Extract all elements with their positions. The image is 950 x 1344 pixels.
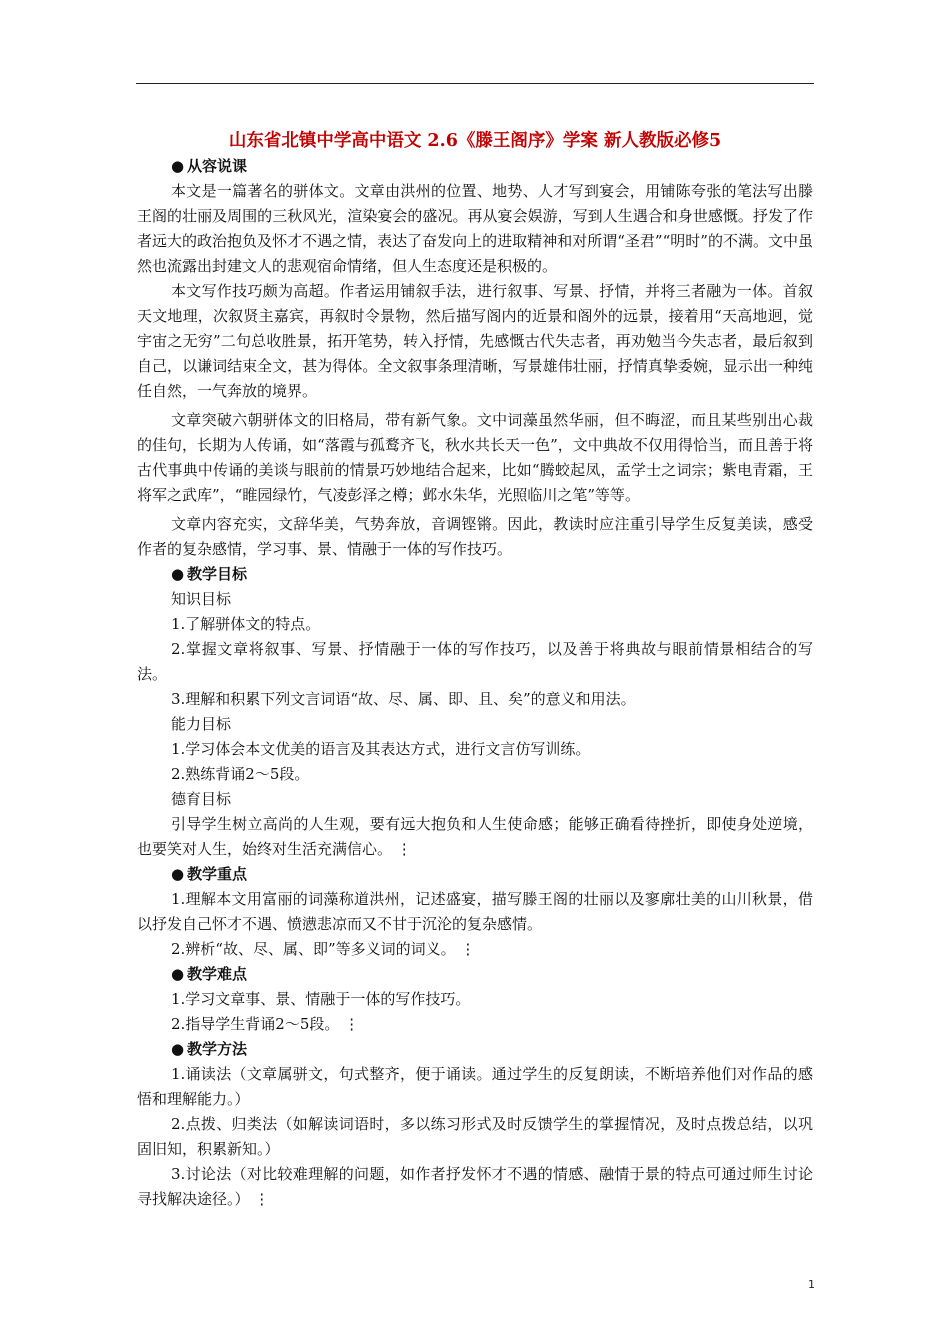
section-heading-keypoints <box>171 862 813 887</box>
knowledge-goal-item: 1.了解骈体文的特点。 <box>171 615 321 633</box>
bullet-icon: ● <box>171 1040 185 1058</box>
section-heading-text: 教学方法 <box>187 1040 248 1058</box>
knowledge-goal-item: 3.理解和积累下列文言词语“故、尽、属、即、且、矣”的意义和用法。 <box>171 690 636 708</box>
difficulty-item: 2.指导学生背诵2～5段。 ⋮ <box>171 1015 360 1033</box>
page-number: 1 <box>808 1278 815 1291</box>
intro-paragraph: 本文写作技巧颇为高超。作者运用铺叙手法，进行叙事、写景、抒情，并将三者融为一体。首叙天文地理，次叙贤主嘉宾，再叙时令景物，然后描写阁内的近景和阁外的远景，接着用“天高地迥，觉宇宙之无穷”二句总收胜景，拓开笔势，转入抒情，先感慨古代失志者，再劝勉当今失志者，最后叙到自己，以谦词结束全文，甚为得体。全文叙事条理清晰，写景雄伟壮丽，抒情真挚委婉，显示出一种纯任自然，一气奔放的境界。 <box>137 282 813 400</box>
section-heading-difficulties <box>171 962 813 987</box>
method-item: 3.讨论法（对比较难理解的问题，如作者抒发怀才不遇的情感、融情于景的特点可通过师生讨论寻找解决途径。） ⋮ <box>137 1165 813 1208</box>
section-heading-text: 从容说课 <box>187 157 248 175</box>
knowledge-goal-item: 2.掌握文章将叙事、写景、抒情融于一体的写作技巧，以及善于将典故与眼前情景相结合的写法。 <box>137 640 813 683</box>
section-heading-methods <box>171 1037 813 1062</box>
bullet-icon: ● <box>171 157 185 175</box>
ability-goal-item: 2.熟练背诵2～5段。 <box>171 765 310 783</box>
intro-paragraph: 本文是一篇著名的骈体文。文章由洪州的位置、地势、人才写到宴会，用铺陈夸张的笔法写出滕王阁的壮丽及周围的三秋风光，渲染宴会的盛况。再从宴会娱游，写到人生遇合和身世感慨。抒发了作者远大的政治抱负及怀才不遇之情，表达了奋发向上的进取精神和对所谓“圣君”“明时”的不满。文中虽然也流露出封建文人的悲观宿命情绪，但人生态度还是积极的。 <box>137 182 813 275</box>
intro-paragraph: 文章内容充实，文辞华美，气势奔放，音调铿锵。因此，教读时应注重引导学生反复美读，感受作者的复杂感情，学习事、景、情融于一体的写作技巧。 <box>137 515 813 558</box>
document-title: 山东省北镇中学高中语文 2.6《滕王阁序》学案 新人教版必修5 <box>228 131 722 151</box>
knowledge-goals-label: 知识目标 <box>171 590 232 608</box>
method-item: 2.点拨、归类法（如解读词语时，多以练习形式及时反馈学生的掌握情况，及时点拨总结，以巩固旧知，积累新知。） <box>137 1115 813 1158</box>
difficulty-item: 1.学习文章事、景、情融于一体的写作技巧。 <box>171 990 471 1008</box>
keypoint-item: 1.理解本文用富丽的词藻称道洪州，记述盛宴，描写滕王阁的壮丽以及寥廓壮美的山川秋景，借以抒发自己怀才不遇、愤懑悲凉而又不甘于沉沦的复杂感情。 <box>137 890 813 933</box>
section-heading-text: 教学目标 <box>187 565 248 583</box>
keypoint-item: 2.辨析“故、尽、属、即”等多义词的词义。 ⋮ <box>171 940 476 958</box>
moral-goals-label: 德育目标 <box>171 790 232 808</box>
document-body <box>137 128 813 1212</box>
header-rule <box>136 83 814 84</box>
bullet-icon: ● <box>171 965 185 983</box>
section-heading-text: 教学重点 <box>187 865 248 883</box>
bullet-icon: ● <box>171 865 185 883</box>
bullet-icon: ● <box>171 565 185 583</box>
method-item: 1.诵读法（文章属骈文，句式整齐，便于诵读。通过学生的反复朗读，不断培养他们对作品的感悟和理解能力。） <box>137 1065 813 1108</box>
section-heading-goals <box>171 562 813 587</box>
section-heading-text: 教学难点 <box>187 965 248 983</box>
moral-goal-item: 引导学生树立高尚的人生观，要有远大抱负和人生使命感；能够正确看待挫折，即使身处逆境，也要笑对人生，始终对生活充满信心。 ⋮ <box>137 815 813 858</box>
section-heading-intro <box>171 154 813 179</box>
ability-goals-label: 能力目标 <box>171 715 232 733</box>
intro-paragraph: 文章突破六朝骈体文的旧格局，带有新气象。文中词藻虽然华丽，但不晦涩，而且某些别出心裁的佳句，长期为人传诵，如“落霞与孤鹜齐飞，秋水共长天一色”，文中典故不仅用得恰当，而且善于将古代事典中传诵的美谈与眼前的情景巧妙地结合起来，比如“腾蛟起凤，孟学士之词宗；紫电青霜，王将军之武库”，“睢园绿竹，气凌彭泽之樽；邺水朱华，光照临川之笔”等等。 <box>137 411 813 504</box>
ability-goal-item: 1.学习体会本文优美的语言及其表达方式，进行文言仿写训练。 <box>171 740 591 758</box>
